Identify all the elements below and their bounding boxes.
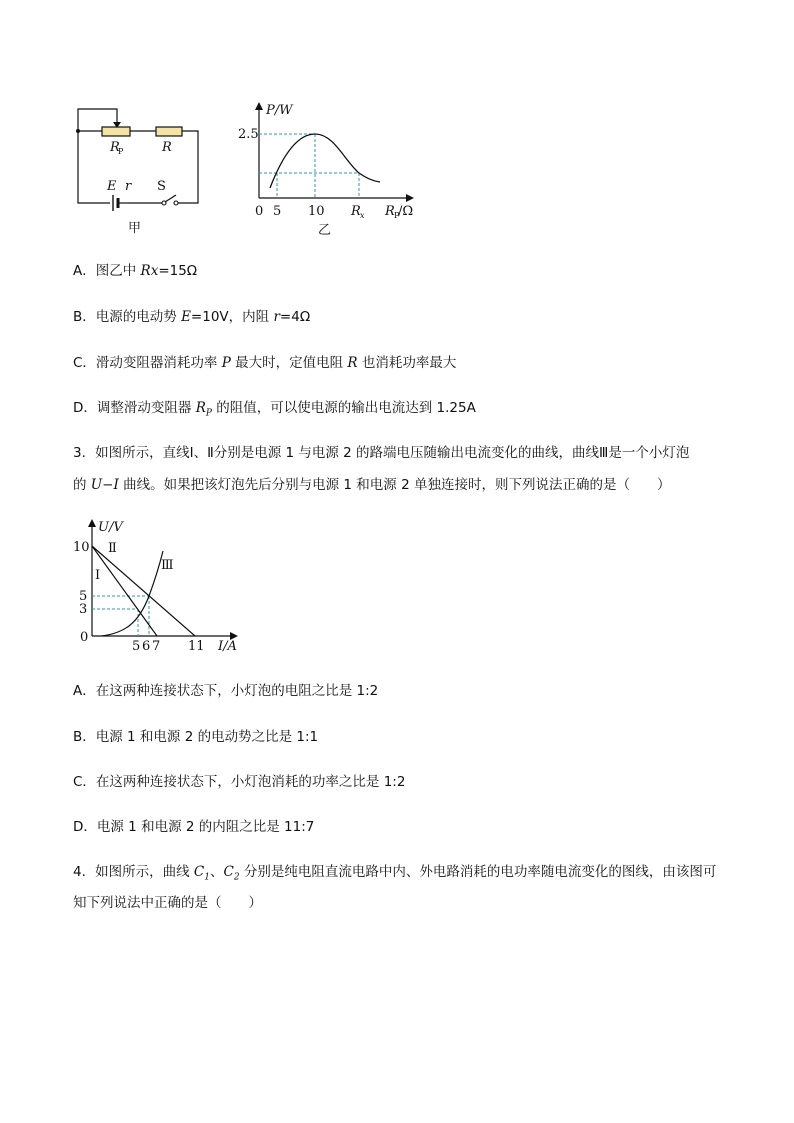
q3-option-c: C．在这两种连接状态下，小灯泡消耗的功率之比是 1:2 <box>73 774 406 790</box>
q2-option-c-suffix: 也消耗功率最大 <box>357 355 457 371</box>
rx-label: R <box>351 204 361 219</box>
switch-label: S <box>157 179 166 194</box>
q2-option-c-var2: R <box>347 355 358 371</box>
q3-option-a: A．在这两种连接状态下，小灯泡的电阻之比是 1:2 <box>73 683 379 699</box>
q2-option-b-prefix: B．电源的电动势 <box>73 309 182 325</box>
q4-c1: C <box>193 864 205 880</box>
battery-symbol <box>113 195 118 211</box>
curve-label-iii: Ⅲ <box>161 558 174 573</box>
q3-stem-line1: 3．如图所示，直线Ⅰ、Ⅱ分别是电源 1 与电源 2 的路端电压随输出电流变化的曲线，曲线Ⅲ是一个小灯泡 <box>73 445 690 461</box>
q4-stem-line2: 知下列说法中正确的是（ ） <box>73 895 262 911</box>
x-axis-unit: /Ω <box>398 204 414 219</box>
i-axis-label: I/A <box>218 639 237 654</box>
u-tick-10: 10 <box>73 540 90 555</box>
ui-graph <box>68 515 248 660</box>
q2-option-c-prefix: C．滑动变阻器消耗功率 <box>73 355 222 371</box>
q3-stem-suffix: 曲线。如果把该灯泡先后分别与电源 1 和电源 2 单独连接时，则下列说法正确的是（ ） <box>118 477 671 493</box>
q3-option-d: D．电源 1 和电源 2 的内阻之比是 11:7 <box>73 819 315 835</box>
i-tick-11: 11 <box>188 639 205 654</box>
circuit-diagram-jia <box>70 100 210 240</box>
power-curve <box>270 134 380 188</box>
curve-label-ii: Ⅱ <box>108 541 117 556</box>
q2-option-d-var: R <box>195 400 206 416</box>
q2-option-c-mid: 最大时，定值电阻 <box>230 355 348 371</box>
curve-label-i: Ⅰ <box>95 568 101 583</box>
figure-caption-yi: 乙 <box>318 223 332 238</box>
q2-option-a <box>73 261 197 281</box>
q4-c2-sub: 2 <box>233 872 240 883</box>
y-tick-2-5: 2.5 <box>238 127 259 142</box>
q2-option-d-sub: P <box>205 408 212 419</box>
q2-option-a-var: Rx <box>140 263 159 279</box>
line-ii <box>92 546 195 636</box>
x-axis-subscript: P <box>394 211 400 220</box>
x-tick-5: 5 <box>273 204 282 219</box>
curve-iii <box>102 551 163 636</box>
q2-option-d-prefix: D．调整滑动变阻器 <box>73 400 196 416</box>
rp-subscript: P <box>118 147 124 156</box>
q2-option-d-suffix: 的阻值，可以使电源的输出电流达到 1.25A <box>211 400 476 416</box>
u-axis-label: U/V <box>98 520 123 535</box>
u-tick-3: 3 <box>79 602 88 617</box>
q3-stem-var: U−I <box>90 477 119 493</box>
line-i <box>92 546 157 636</box>
q2-option-c-var1: P <box>221 355 231 371</box>
q4-c2: C <box>223 864 234 880</box>
q3-option-b: B．电源 1 和电源 2 的电动势之比是 1:1 <box>73 729 319 745</box>
q2-option-b-suffix: =4Ω <box>279 309 311 325</box>
y-axis-label: P/W <box>266 103 293 118</box>
q4-stem-suffix: 分别是纯电阻直流电路中内、外电路消耗的电功率随电流变化的图线，由该图可 <box>239 864 717 880</box>
i-tick-5: 5 <box>132 639 141 654</box>
rp-label: R <box>110 140 120 155</box>
q3-stem-line2 <box>73 475 670 495</box>
i-tick-7: 7 <box>152 639 161 654</box>
x-tick-10: 10 <box>308 204 325 219</box>
r-label: R <box>162 140 172 155</box>
q4-sep: 、 <box>209 864 224 880</box>
q2-option-b <box>73 307 310 327</box>
rx-subscript: x <box>360 211 365 220</box>
q4-stem-line1 <box>73 862 716 888</box>
q2-option-b-var1: E <box>181 309 191 325</box>
switch-symbol <box>162 195 178 205</box>
q2-option-b-mid: =10V，内阻 <box>190 309 274 325</box>
q2-option-b-var2: r <box>273 309 280 325</box>
origin-label: 0 <box>255 204 264 219</box>
q2-option-c <box>73 353 456 373</box>
q4-stem-prefix: 4．如图所示，曲线 <box>73 864 194 880</box>
emf-label: E <box>107 179 117 194</box>
q2-option-d <box>73 398 476 424</box>
figure-caption-jia: 甲 <box>128 221 142 236</box>
ui-origin-label: 0 <box>80 630 89 645</box>
power-graph-yi <box>230 92 430 242</box>
q2-option-a-prefix: A．图乙中 <box>73 263 141 279</box>
resistor-r <box>156 127 182 136</box>
x-axis-label: R <box>385 204 395 219</box>
u-tick-5: 5 <box>79 589 88 604</box>
q2-option-a-suffix: =15Ω <box>158 263 198 279</box>
rheostat-rp <box>102 127 130 136</box>
q4-c1-sub: 1 <box>204 872 210 883</box>
i-tick-6: 6 <box>142 639 151 654</box>
internal-resistance-label: r <box>125 179 132 194</box>
q3-stem-prefix: 的 <box>73 477 91 493</box>
